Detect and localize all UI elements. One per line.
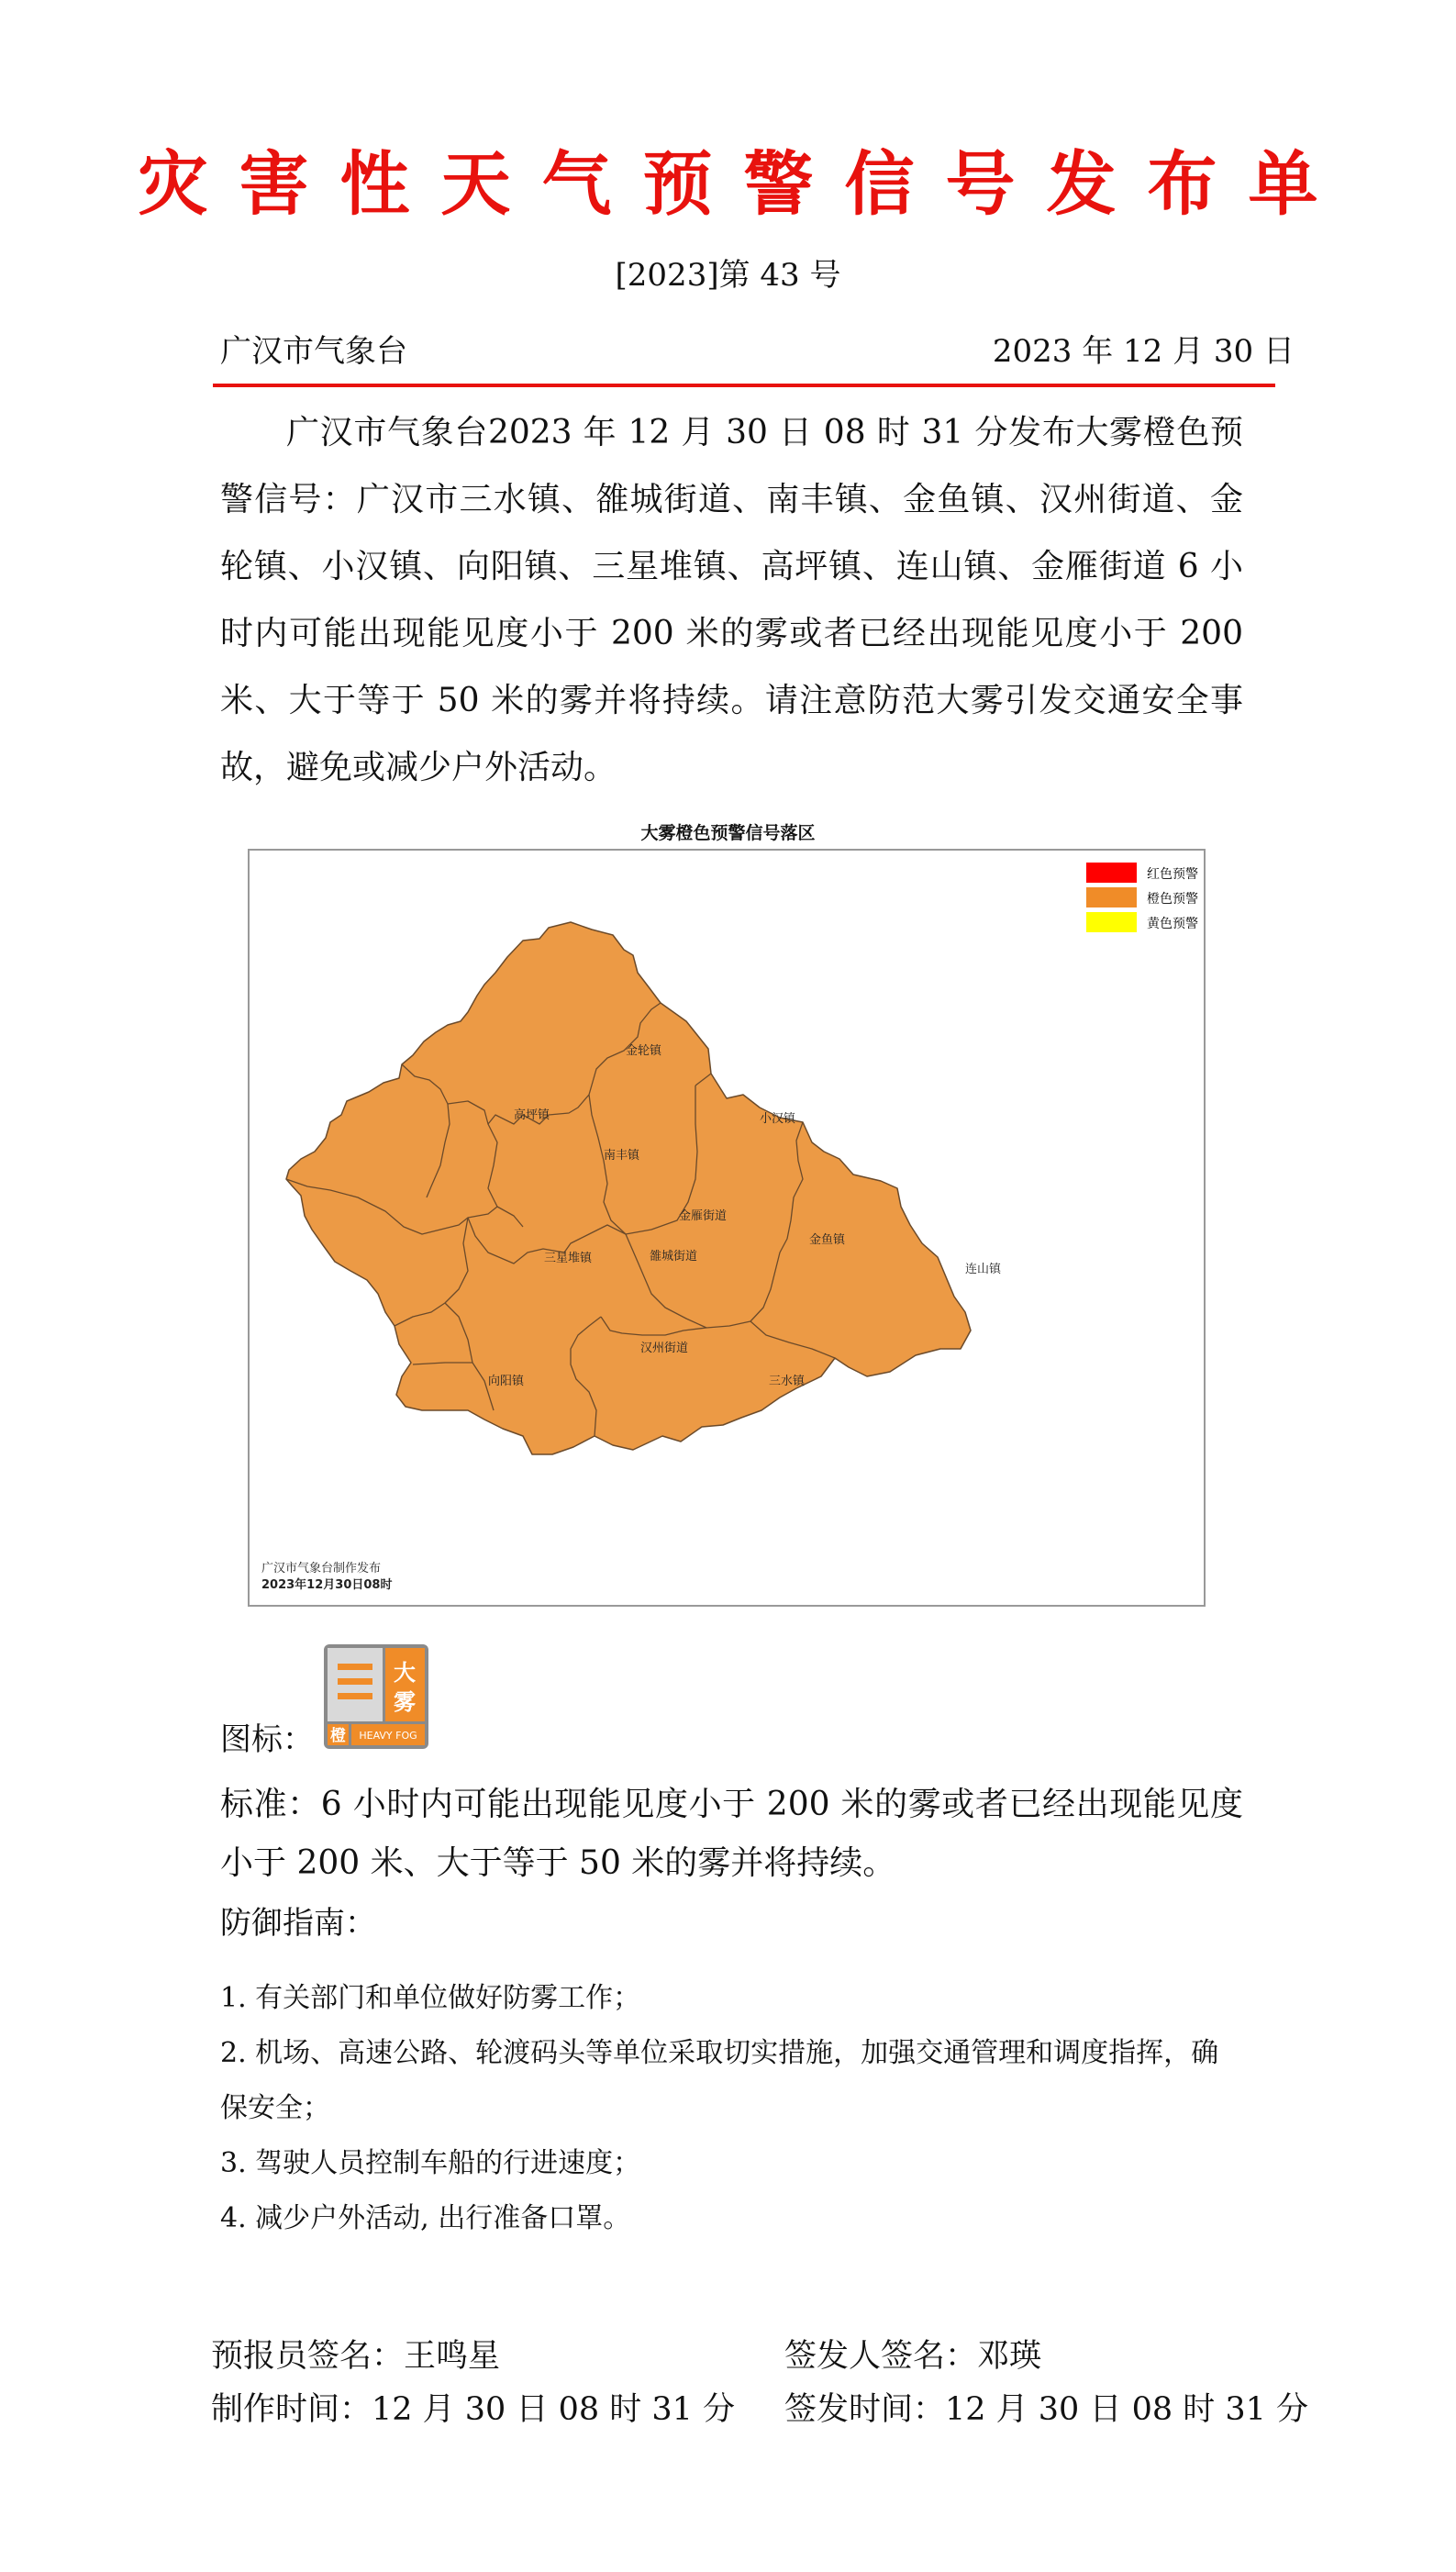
- legend-swatch-red: [1086, 863, 1137, 883]
- region-label-luocheng: 雒城街道: [650, 1250, 698, 1264]
- legend-label-red: 红色预警: [1147, 867, 1198, 882]
- guide-item: 2. 机场、高速公路、轮渡码头等单位采取切实措施，加强交通管理和调度指挥，确保安全；: [220, 2037, 1219, 2124]
- map-footer-publisher: 广汉市气象台制作发布: [261, 1562, 382, 1575]
- icon-text-bottom: 雾: [394, 1689, 416, 1715]
- region-label-sanxingdui: 三星堆镇: [544, 1252, 593, 1265]
- legend-label-orange: 橙色预警: [1147, 892, 1198, 907]
- map-title: 大雾橙色预警信号落区: [640, 823, 816, 843]
- warning-body-text: 广汉市气象台2023 年 12 月 30 日 08 时 31 分发布大雾橙色预警信号：广汉市三水镇、雒城街道、南丰镇、金鱼镇、汉州街道、金轮镇、小汉镇、向阳镇、三星堆镇、高坪镇、连山镇、金雁街道 6 小时内可能出现能见度小于 200 米的雾或者已经出现能见度小于 200 米、大于等于 50 米的雾并将持续。请注意防范大雾引发交通安全事故，避免或减少户外活动。: [220, 414, 1243, 786]
- guide-item: 1. 有关部门和单位做好防雾工作；: [220, 1982, 641, 2014]
- issuer-name: 广汉市气象台: [220, 333, 407, 370]
- guide-item: 3. 驾驶人员控制车船的行进速度；: [220, 2147, 641, 2179]
- guide-item: 4. 减少户外活动, 出行准备口罩。: [220, 2202, 631, 2234]
- region-label-gaoping: 高坪镇: [514, 1108, 550, 1122]
- warning-area-map: [248, 849, 1206, 1607]
- header-divider: [213, 384, 1275, 387]
- defense-guide-title: 防御指南：: [220, 1905, 376, 1942]
- legend-swatch-yellow: [1086, 912, 1137, 932]
- issue-date: 2023 年 12 月 30 日: [992, 333, 1295, 370]
- region-label-nanfeng: 南丰镇: [604, 1149, 640, 1163]
- map-legend: [1086, 863, 1198, 932]
- map-regions: [286, 922, 971, 1454]
- warning-standard: 标准：6 小时内可能出现能见度小于 200 米的雾或者已经出现能见度小于 200 米、大于等于 50 米的雾并将持续。: [220, 1786, 1243, 1882]
- region-label-hanzhou: 汉州街道: [640, 1342, 689, 1355]
- issuer-signature: 签发人签名：邓瑛: [784, 2338, 1042, 2375]
- fog-orange-warning-icon: [323, 1643, 429, 1750]
- fog-bar-icon: [338, 1678, 372, 1685]
- region-label-jinyan: 金雁街道: [679, 1209, 728, 1223]
- region-label-lianshan: 连山镇: [965, 1263, 1002, 1276]
- region-label-sanshui: 三水镇: [769, 1375, 806, 1388]
- icon-english-text: HEAVY FOG: [359, 1730, 417, 1742]
- map-outline: [286, 922, 971, 1454]
- fog-bar-icon: [338, 1664, 372, 1670]
- icon-text-top: 大: [394, 1660, 416, 1686]
- legend-label-yellow: 黄色预警: [1147, 917, 1198, 931]
- region-label-xiangyang: 向阳镇: [488, 1375, 525, 1388]
- issued-time: 签发时间：12 月 30 日 08 时 31 分: [784, 2391, 1309, 2428]
- forecaster-signature: 预报员签名：王鸣星: [211, 2338, 501, 2375]
- map-footer-time: 2023年12月30日08时: [261, 1578, 393, 1592]
- region-label-jinyu: 金鱼镇: [809, 1233, 846, 1247]
- document-number: [2023]第 43 号: [615, 257, 841, 294]
- region-label-xiaohan: 小汉镇: [760, 1112, 796, 1126]
- region-label-jinlun: 金轮镇: [626, 1044, 662, 1058]
- made-time: 制作时间：12 月 30 日 08 时 31 分: [211, 2391, 736, 2428]
- icon-label: 图标：: [220, 1721, 314, 1758]
- fog-bar-icon: [338, 1693, 372, 1699]
- icon-level-text: 橙: [330, 1727, 346, 1745]
- legend-swatch-orange: [1086, 887, 1137, 907]
- document-title: 灾害性天气预警信号发布单: [138, 143, 1350, 225]
